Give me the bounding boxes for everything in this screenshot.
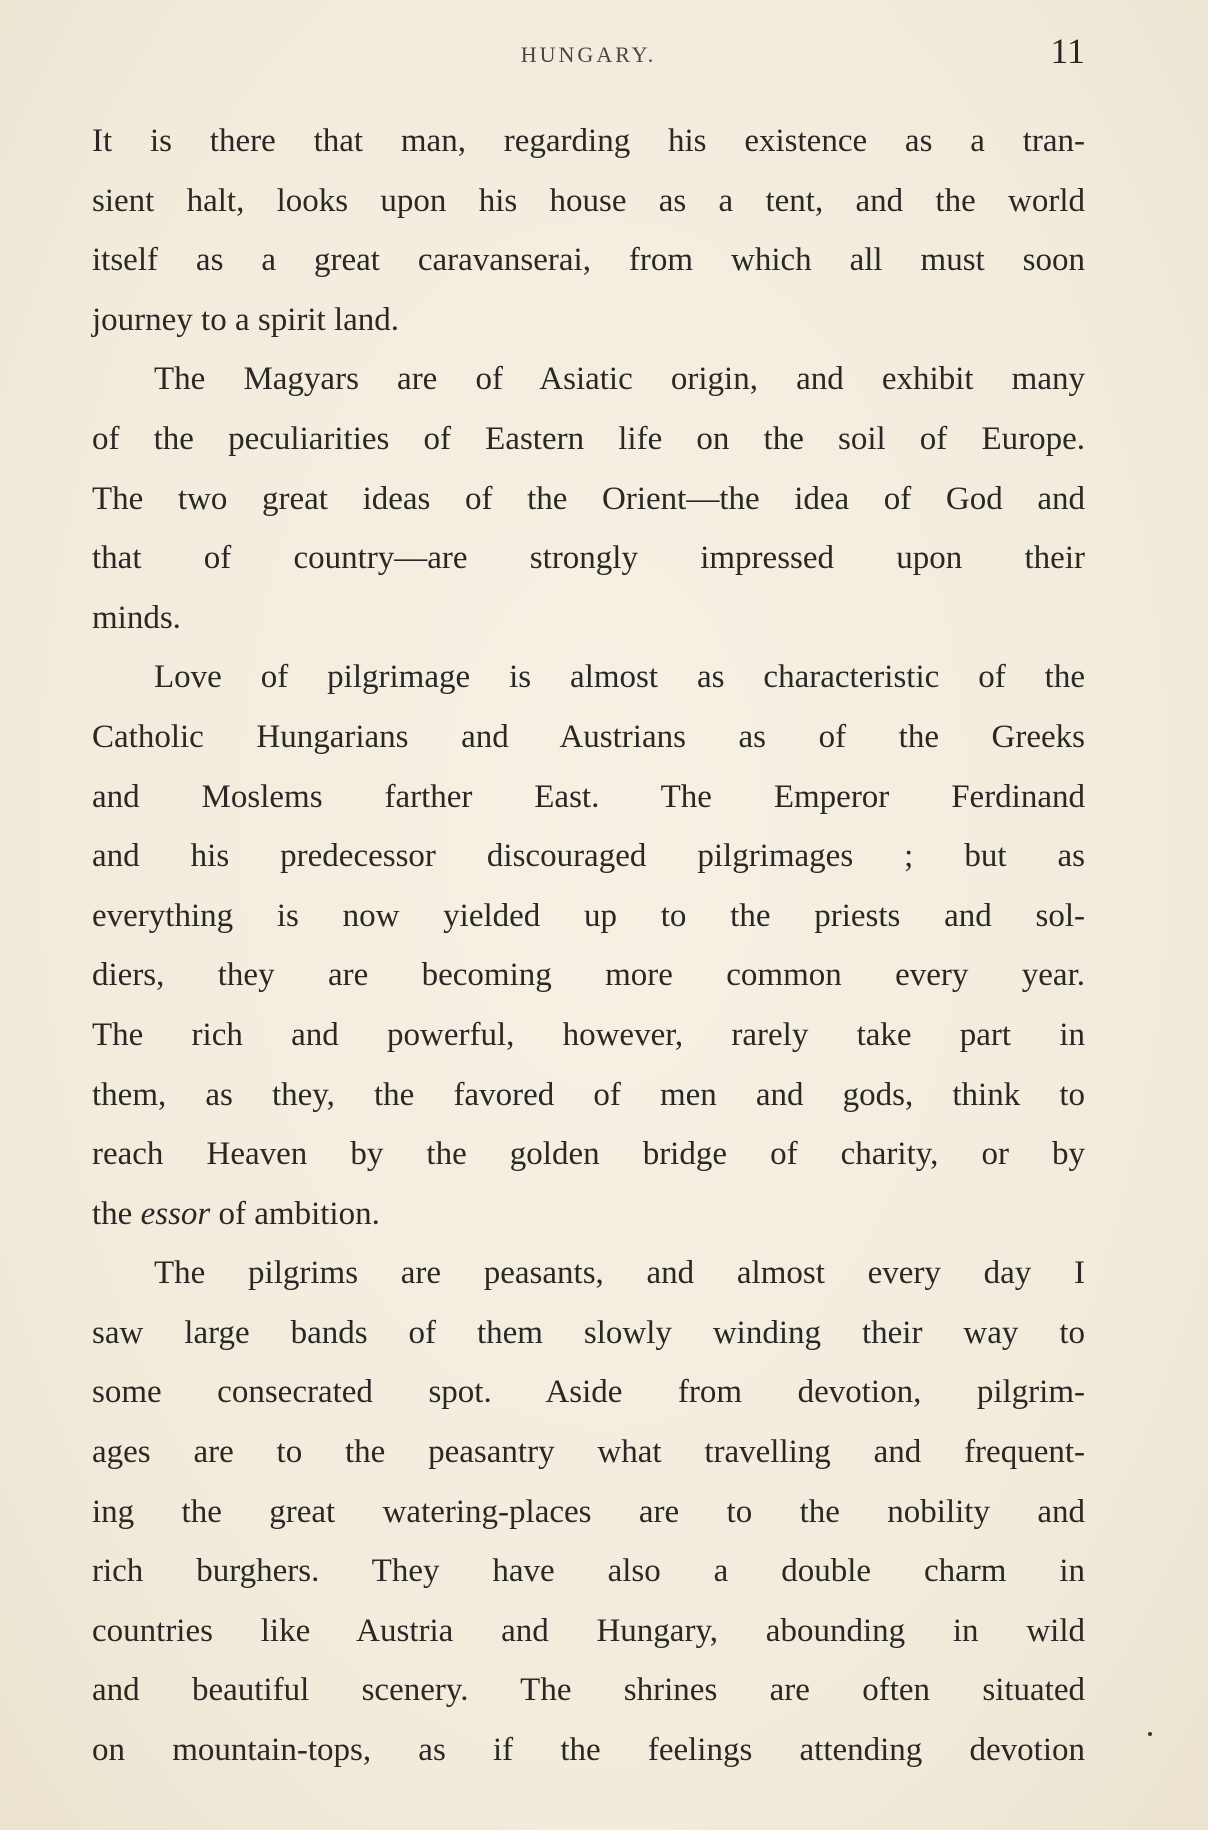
text-line: journey to a spirit land. xyxy=(92,301,400,338)
paragraph xyxy=(92,1244,1085,1780)
text-line: and Moslems farther East. The Emperor Ferdinand xyxy=(92,778,1085,815)
text-line: sient halt, looks upon his house as a tent, and the world xyxy=(92,182,1085,219)
text-line: countries like Austria and Hungary, abounding in wild xyxy=(92,1612,1085,1649)
text-line: that of country—are strongly impressed upon their xyxy=(92,540,1085,577)
text-line: reach Heaven by the golden bridge of charity, or by xyxy=(92,1136,1085,1173)
text-line: rich burghers. They have also a double charm in xyxy=(92,1553,1085,1590)
text-line: them, as they, the favored of men and gods, think to xyxy=(92,1076,1085,1113)
paragraph xyxy=(92,112,1085,350)
text-line: It is there that man, regarding his existence as a tran- xyxy=(92,123,1085,159)
text-line: The rich and powerful, however, rarely take part in xyxy=(92,1016,1085,1053)
text-line: on mountain-tops, as if the feelings attending devotion xyxy=(92,1732,1085,1769)
text-line: itself as a great caravanserai, from which all must soon xyxy=(92,242,1085,279)
text-line-with-italic xyxy=(92,1185,1085,1245)
text-line: everything is now yielded up to the priests and sol- xyxy=(92,897,1085,934)
text-line: some consecrated spot. Aside from devotion, pilgrim- xyxy=(92,1374,1085,1411)
text-fragment: the xyxy=(92,1195,141,1232)
text-line: ing the great watering-places are to the nobility and xyxy=(92,1493,1085,1530)
paragraph xyxy=(92,350,1085,648)
text-line: The two great ideas of the Orient—the idea of God and xyxy=(92,480,1085,517)
ink-speck xyxy=(1148,1732,1152,1736)
text-line: Love of pilgrimage is almost as characteristic of the xyxy=(154,659,1085,696)
text-line: and beautiful scenery. The shrines are often situated xyxy=(92,1672,1085,1709)
text-line: diers, they are becoming more common every year. xyxy=(92,957,1085,994)
text-line: and his predecessor discouraged pilgrimages ; but as xyxy=(92,838,1085,875)
running-head: HUNGARY. xyxy=(520,42,657,67)
text-fragment: of ambition. xyxy=(210,1195,380,1232)
page-number: 11 xyxy=(1050,31,1085,71)
text-line: minds. xyxy=(92,599,181,636)
paragraph xyxy=(92,648,1085,1244)
text-line: The pilgrims are peasants, and almost every day I xyxy=(154,1255,1085,1292)
text-line: saw large bands of them slowly winding their way to xyxy=(92,1314,1085,1351)
text-line: of the peculiarities of Eastern life on the soil of Europe. xyxy=(92,420,1085,457)
italic-word: essor xyxy=(140,1195,211,1232)
text-line: The Magyars are of Asiatic origin, and exhibit many xyxy=(154,361,1085,398)
text-line: ages are to the peasantry what travelling and frequent- xyxy=(92,1434,1085,1471)
text-line: Catholic Hungarians and Austrians as of the Greeks xyxy=(92,718,1085,755)
body-text xyxy=(92,112,1085,1781)
page-header xyxy=(92,30,1085,80)
